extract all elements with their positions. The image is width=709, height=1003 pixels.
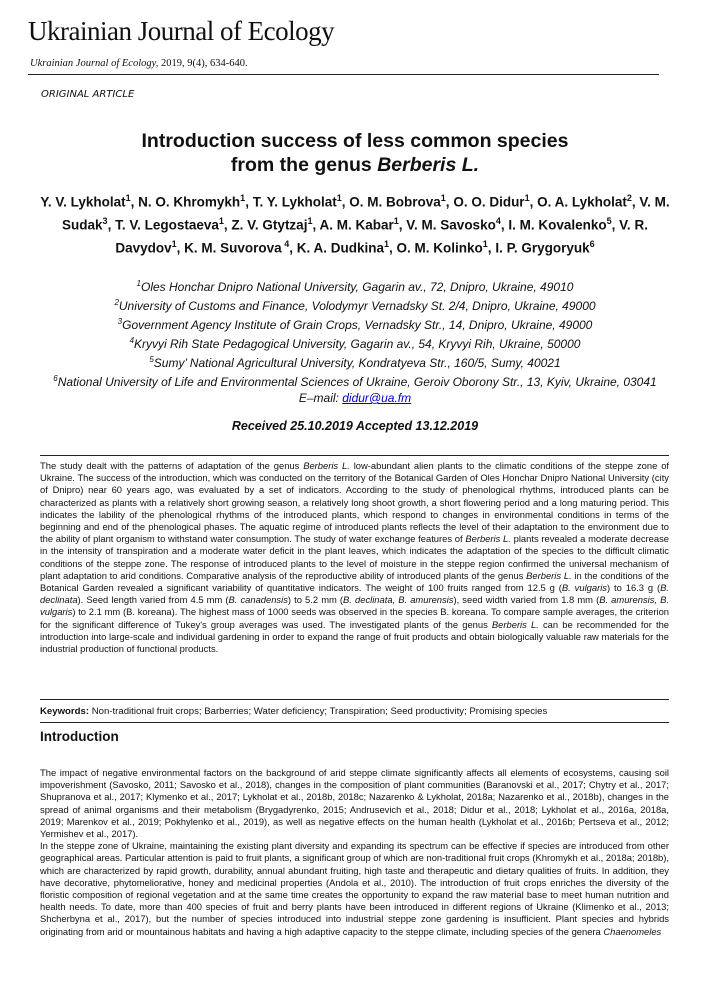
article-type: ORIGINAL ARTICLE bbox=[41, 89, 135, 100]
author-affiliation-marker: 1 bbox=[336, 193, 342, 203]
author-list: Y. V. Lykholat$^1$, N. O. Khromykh$^1$, T. Y. Lykholat$^1$, O. M. Bobrova$^1$, O. O. Didur$^1$, O. A. Lykholat$^2$, V. M. Sudak$^3$, T. V. Legostaeva$^1$, Z. V. Gtytzaj$^1$, A. M. Kabar$^1$, V. M. Savosko$^4$, I. M. Kovalenko$^5$, V. R. Davydov$^1$, K. M. Suvorova $^4$, K. A. Dudkina$^1$, O. M. Kolinko$^1$, I. P. Grygoryuk$^6$ bbox=[40, 193, 670, 256]
section-heading-introduction: Introduction bbox=[40, 729, 119, 744]
abstract-top-rule bbox=[40, 455, 669, 456]
affiliation-marker: 5 bbox=[149, 355, 154, 364]
author-affiliation-marker: 1 bbox=[393, 216, 399, 226]
author: V. M. Sudak bbox=[62, 194, 670, 233]
author-affiliation-marker: 2 bbox=[626, 193, 632, 203]
abstract-italic-term: B. vulgaris bbox=[561, 582, 607, 594]
abstract-text: can be recommended for the introduction into large-scale and individual gardening in order to expand the range of fruit products and obtain biologically valuable raw materials for the industrial production of functional products. bbox=[40, 618, 669, 655]
abstract-text: ) to 5.2 mm ( bbox=[287, 594, 344, 606]
author: N. O. Khromykh bbox=[138, 194, 241, 210]
affiliation-list bbox=[40, 276, 670, 390]
author: T. V. Legostaeva bbox=[115, 217, 219, 233]
abstract-italic-term: Berberis L. bbox=[303, 460, 350, 471]
keywords bbox=[40, 706, 669, 717]
author-affiliation-marker: 1 bbox=[482, 239, 488, 249]
affiliation-marker: 6 bbox=[53, 374, 58, 383]
affiliation bbox=[40, 276, 670, 295]
affiliation-marker: 2 bbox=[114, 298, 119, 307]
author-affiliation-marker: 1 bbox=[240, 193, 246, 203]
author: Y. V. Lykholat bbox=[40, 194, 126, 210]
affiliation bbox=[40, 295, 670, 314]
affiliation-marker: 1 bbox=[136, 279, 141, 288]
title-line-2 bbox=[40, 153, 670, 177]
affiliation-text: University of Customs and Finance, Volodymyr Vernadsky St. 2/4, Dnipro, Ukraine, 49000 bbox=[118, 299, 596, 313]
author: O. A. Lykholat bbox=[537, 194, 627, 210]
affiliation bbox=[40, 352, 670, 371]
abstract-text: plants revealed a moderate decrease in the intensity of transpiration and a moderate water deficit in the plant leaves, which indicates the adaptation of the species to the difficult climatic conditions of the steppe zone. The response of introduced plants to the level of moisture in the steppe region confirmed the universal mechanism of plant adaptation to arid conditions. Comparative analysis of the reproductive ability of introduced plants of the genus bbox=[40, 533, 669, 581]
intro-paragraph-2 bbox=[40, 840, 669, 938]
author-affiliation-marker: 1 bbox=[218, 216, 224, 226]
email-link[interactable]: didur@ua.fm bbox=[342, 391, 412, 405]
abstract-italic-term: Berberis L. bbox=[465, 533, 511, 545]
affiliation bbox=[40, 314, 670, 333]
introduction-body bbox=[40, 767, 669, 938]
abstract-bottom-rule bbox=[40, 699, 669, 700]
author: A. M. Kabar bbox=[319, 217, 394, 233]
title-line-1: Introduction success of less common species bbox=[141, 130, 569, 152]
title-genus: Berberis L. bbox=[377, 154, 480, 176]
keywords-label: Keywords: bbox=[40, 706, 90, 717]
keywords-text: Non-traditional fruit crops; Barberries; Water deficiency; Transpiration; Seed productivity; Promising species bbox=[89, 706, 548, 717]
abstract-italic-term: B. declinata, B. amurensis bbox=[343, 594, 454, 606]
author: I. P. Grygoryuk bbox=[495, 240, 590, 256]
intro-paragraph-1: The impact of negative environmental factors on the background of arid steppe climate significantly affects all elements of ecosystems, causing soil impoverishment (Savosko, 2011; Savosko et al., 2018), changes in the composition of plant communities (Baranovski et al., 2017; Chytry et al., 2017; Shupranova et al., 2017; Klymenko et al., 2017; Lykholat et al., 2018b, 2018c; Nazarenko & Lykholat, 2018a; Nazarenko et al., 2018b), changes in the spread of animal organisms and their metabolism (Brygadyrenko, 2015; Andrusevich et al., 2018; Didur et al., 2018; Lykholat et al., 2016a, 2018a, 2019; Marenkov et al., 2019; Pokhylenko et al., 2019), as well as negative effects on the human health (Lykholat et al., 2016b; Pertseva et al., 2012; Yermishev et al., 2017). bbox=[40, 767, 669, 840]
author: O. M. Bobrova bbox=[349, 194, 441, 210]
author: O. M. Kolinko bbox=[396, 240, 483, 256]
author-affiliation-marker: 1 bbox=[125, 193, 131, 203]
header-rule bbox=[28, 74, 659, 75]
author-affiliation-marker: 6 bbox=[589, 239, 595, 249]
author-affiliation-marker: 4 bbox=[281, 239, 290, 249]
abstract-italic-term: Berberis L. bbox=[491, 618, 539, 630]
author: I. M. Kovalenko bbox=[508, 217, 607, 233]
abstract-italic-term: B. amurensis, B. vulgaris bbox=[40, 594, 669, 618]
author: V. R. Davydov bbox=[115, 217, 648, 256]
keywords-rule bbox=[40, 722, 669, 723]
abstract-text: in the conditions of the Botanical Garden revealed a significant variability of quantitative indicators. The weight of 100 fruits ranged from 12.5 g ( bbox=[40, 569, 669, 594]
intro-paragraph-2-genus: Chaenomeles bbox=[603, 925, 662, 937]
affiliation bbox=[40, 333, 670, 352]
affiliation-text: Government Agency Institute of Grain Crops, Vernadsky Str., 14, Dnipro, Ukraine, 49000 bbox=[122, 318, 593, 332]
citation-details: 2019, 9(4), 634-640. bbox=[158, 58, 248, 69]
received-dates: Received 25.10.2019 Accepted 13.12.2019 bbox=[231, 419, 479, 433]
affiliation-text: National University of Life and Environmental Sciences of Ukraine, Geroiv Oborony Str., 13, Kyiv, Ukraine, 03041 bbox=[57, 375, 657, 389]
abstract-text: ) to 2.1 mm (B. koreana). The highest mass of 1000 seeds was observed in the species B. koreana. To compare sample averages, the criterion for the significant difference of Tukey's group averages was used. The investigated plants of the genus bbox=[40, 606, 669, 630]
citation bbox=[30, 58, 248, 69]
citation-journal: Ukrainian Journal of Ecology, bbox=[30, 58, 159, 69]
abstract-text: ) to 16.3 g ( bbox=[607, 582, 661, 594]
title-line-2-prefix: from the genus bbox=[230, 154, 378, 176]
affiliation-marker: 3 bbox=[117, 317, 123, 326]
affiliation-text: Oles Honchar Dnipro National University, Gagarin av., 72, Dnipro, Ukraine, 49010 bbox=[141, 280, 574, 294]
abstract-text: The study dealt with the patterns of adaptation of the genus bbox=[40, 460, 304, 471]
author: K. A. Dudkina bbox=[296, 240, 384, 256]
affiliations bbox=[40, 276, 670, 406]
author: T. Y. Lykholat bbox=[252, 194, 337, 210]
article-title bbox=[40, 129, 670, 177]
affiliation-marker: 4 bbox=[129, 336, 135, 345]
intro-paragraph-2-text: In the steppe zone of Ukraine, maintaining the existing plant diversity and expanding its spectrum can be effective if species are introduced from other geographical areas. Particular attention is paid to fruit plants, a significant group of which are non-traditional fruit crops (Khromykh et al., 2018a; 2018b), which are characterized by rapid growth, durability, annual abundant fruiting, high taste and therapeutic and dietary qualities of fruits. In addition, they have decorative, phytomeliorative, honey and medicinal properties (Andola et al., 2010). The introduction of fruit crops enriches the diversity of the floristic composition of regional vegetation and at the same time creates the opportunity to expand the raw material base to meet human nutrition and health needs. To date, more than 400 species of fruit and berry plants have been introduced in different regions of Ukraine (Klimenko et al., 2013; Shcherbyna et al., 2017), but the number of species introduced into industrial steppe zone gardening is insufficient. Plant species and hybrids originating from arid or mountainous habitats and having a high adaptive capacity to the steppe climate, including species of the genera bbox=[40, 840, 669, 937]
author-affiliation-marker: 1 bbox=[384, 239, 390, 249]
author-affiliation-marker: 3 bbox=[102, 216, 108, 226]
abstract-italic-term: B. declinata bbox=[40, 582, 669, 606]
author-affiliation-marker: 1 bbox=[524, 193, 530, 203]
affiliation-text: Sumy’ National Agricultural University, Kondratyeva Str., 160/5, Sumy, 40021 bbox=[153, 356, 561, 370]
affiliation bbox=[40, 371, 670, 390]
email-label: E–mail: bbox=[298, 391, 343, 405]
author-affiliation-marker: 1 bbox=[440, 193, 446, 203]
journal-title: Ukrainian Journal of Ecology bbox=[28, 16, 335, 46]
author: Z. V. Gtytzaj bbox=[231, 217, 308, 233]
abstract-text: ), seed width varied from 1.8 mm ( bbox=[453, 594, 600, 606]
author: O. O. Didur bbox=[453, 194, 525, 210]
abstract-text: low-abundant alien plants to the climatic conditions of the steppe zone of Ukraine. The success of the introduction, which was conducted on the territory of the Botanical Garden of Oles Honchar Dnipro National University (city of Dnipro) near 60 years ago, was evaluated by a set of indicators. According to the study of phenological rhythms, introduced plants can be characterized as plants with a relatively short growing season, a relatively long shoot growth, a short flowering period and a long maturing period. This indicates the lability of the phenological rhythms of the introduced plants, which respond to changes in environmental conditions in terms of the beginning and end of the phenological phases. The aquatic regime of introduced plants reflects the level of their adaptation to the environment due to the ability of plant organism to withstand water consumption. The study of water exchange features of bbox=[40, 460, 670, 545]
author-affiliation-marker: 5 bbox=[606, 216, 612, 226]
abstract-italic-term: Berberis L. bbox=[526, 569, 572, 581]
author-affiliation-marker: 1 bbox=[307, 216, 313, 226]
abstract-text: ). Seed length varied from 4.5 mm ( bbox=[77, 594, 229, 606]
affiliation-text: Kryvyi Rih State Pedagogical University, Gagarin av., 54, Kryvyi Rih, Ukraine, 50000 bbox=[134, 337, 581, 351]
author-affiliation-marker: 1 bbox=[171, 239, 177, 249]
abstract bbox=[40, 460, 669, 655]
email-line bbox=[40, 390, 670, 406]
abstract-italic-term: B. canadensis bbox=[228, 594, 288, 606]
author: K. M. Suvorova bbox=[184, 240, 282, 256]
author-affiliation-marker: 4 bbox=[495, 216, 501, 226]
author: V. M. Savosko bbox=[406, 217, 496, 233]
